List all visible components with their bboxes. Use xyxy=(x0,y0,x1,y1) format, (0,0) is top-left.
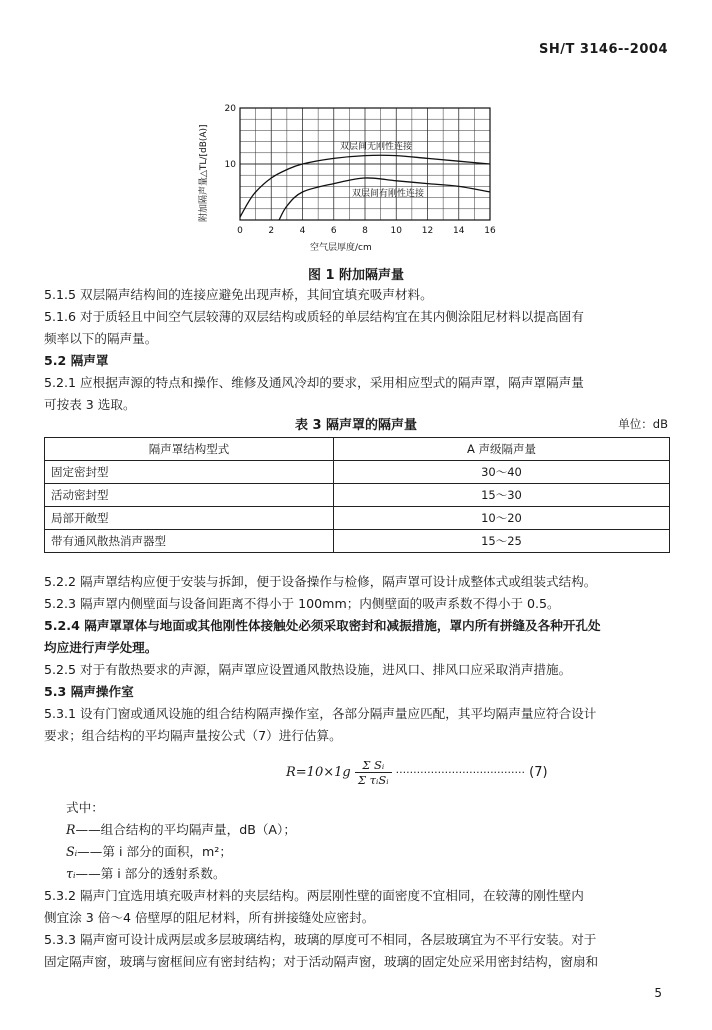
definition-S xyxy=(66,841,666,863)
table-cell: 15～30 xyxy=(334,484,670,507)
definition-dash: —— xyxy=(77,844,103,859)
definition-R-text: 组合结构的平均隔声量，dB（A）； xyxy=(100,822,296,837)
para-5-2-4-line2: 均应进行声学处理。 xyxy=(44,640,158,655)
symbol-R: R xyxy=(66,822,76,837)
para-5-3-1-line1: 5.3.1 设有门窗或通风设施的组合结构隔声操作室，各部分隔声量应匹配，其平均隔声量应符合设计 xyxy=(44,706,597,721)
table-header-cell: 隔声罩结构型式 xyxy=(45,438,334,461)
formula-denominator: Σ τᵢSᵢ xyxy=(357,773,389,787)
para-5-2-2: 5.2.2 隔声罩结构应便于安装与拆卸，便于设备操作与检修，隔声罩可设计成整体式或组装式结构。 xyxy=(44,574,597,589)
formula-fraction xyxy=(355,758,392,787)
figure-1-chart xyxy=(190,100,510,252)
table-header-row xyxy=(45,438,670,461)
definition-dash: —— xyxy=(75,822,101,837)
formula-leader-dots: ····································· xyxy=(395,766,526,779)
table-cell: 15～25 xyxy=(334,530,670,553)
table-cell: 带有通风散热消声器型 xyxy=(45,530,334,553)
table-header-cell: A 声级隔声量 xyxy=(334,438,670,461)
x-tick-label: 4 xyxy=(299,226,306,236)
document-code: SH/T 3146--2004 xyxy=(538,42,668,57)
x-axis-label: 空气层厚度/cm xyxy=(310,243,372,252)
formula-where: 式中： xyxy=(66,800,104,815)
figure-caption: 图 1 附加隔声量 xyxy=(307,268,405,283)
curve-upper-label: 双层间无刚性连接 xyxy=(340,142,413,152)
definition-S-text: 第 i 部分的面积，m²； xyxy=(102,844,232,859)
formula-lhs: R=10×1g xyxy=(286,765,351,780)
definition-tau-text: 第 i 部分的透射系数。 xyxy=(100,866,226,881)
para-5-1-5: 5.1.5 双层隔声结构间的连接应避免出现声桥，其间宜填充吸声材料。 xyxy=(44,287,433,302)
symbol-S: Sᵢ xyxy=(66,844,78,859)
para-5-3-3-line2: 固定隔声窗，玻璃与窗框间应有密封结构；对于活动隔声窗，玻璃的固定处应采用密封结构，窗扇和 xyxy=(44,954,599,969)
table-cell: 局部开敞型 xyxy=(45,507,334,530)
x-tick-label: 6 xyxy=(330,226,337,236)
table-cell: 活动密封型 xyxy=(45,484,334,507)
formula-numerator: Σ Sᵢ xyxy=(355,758,392,773)
y-tick-label: 20 xyxy=(224,104,236,114)
x-tick-label: 0 xyxy=(237,226,243,236)
para-5-2-3: 5.2.3 隔声罩内侧壁面与设备间距离不得小于 100mm；内侧壁面的吸声系数不得小于 0.5。 xyxy=(44,596,560,611)
table-row xyxy=(45,530,670,553)
table-cell: 固定密封型 xyxy=(45,461,334,484)
table-3 xyxy=(44,437,670,553)
table-row xyxy=(45,484,670,507)
table-3-unit: 单位：dB xyxy=(618,417,668,431)
section-5-2-heading: 5.2 隔声罩 xyxy=(44,353,109,368)
definition-dash: —— xyxy=(75,866,101,881)
para-5-3-1-line2: 要求；组合结构的平均隔声量按公式（7）进行估算。 xyxy=(44,728,342,743)
table-cell: 10～20 xyxy=(334,507,670,530)
x-tick-label: 2 xyxy=(268,226,275,236)
x-tick-label: 14 xyxy=(453,226,465,236)
formula-number: (7) xyxy=(529,765,548,780)
para-5-2-1-line2: 可按表 3 选取。 xyxy=(44,397,136,412)
para-5-1-6-line2: 频率以下的隔声量。 xyxy=(44,331,158,346)
formula-7 xyxy=(286,758,548,787)
table-row xyxy=(45,507,670,530)
table-row xyxy=(45,461,670,484)
x-tick-label: 16 xyxy=(484,226,496,236)
section-5-3-heading: 5.3 隔声操作室 xyxy=(44,684,134,699)
para-5-3-2-line1: 5.3.2 隔声门宜选用填充吸声材料的夹层结构。两层刚性壁的面密度不宜相同，在较薄的刚性壁内 xyxy=(44,888,584,903)
symbol-tau: τᵢ xyxy=(66,866,76,881)
y-tick-label: 10 xyxy=(224,160,236,170)
para-5-3-3-line1: 5.3.3 隔声窗可设计成两层或多层玻璃结构，玻璃的厚度可不相同，各层玻璃宜为不平行安装。对于 xyxy=(44,932,597,947)
para-5-3-2-line2: 侧宜涂 3 倍～4 倍壁厚的阻尼材料，所有拼接缝处应密封。 xyxy=(44,910,375,925)
table-cell: 30～40 xyxy=(334,461,670,484)
para-5-2-5: 5.2.5 对于有散热要求的声源，隔声罩应设置通风散热设施，进风口、排风口应采取消声措施。 xyxy=(44,662,572,677)
x-tick-label: 12 xyxy=(421,226,434,236)
x-tick-label: 8 xyxy=(362,226,368,236)
definition-R xyxy=(66,819,666,841)
para-5-2-1-line1: 5.2.1 应根据声源的特点和操作、维修及通风冷却的要求，采用相应型式的隔声罩，隔声罩隔声量 xyxy=(44,375,584,390)
table-3-title: 表 3 隔声罩的隔声量 xyxy=(294,418,418,433)
curve-lower-label: 双层间有刚性连接 xyxy=(352,189,425,199)
para-5-2-4-line1: 5.2.4 隔声罩罩体与地面或其他刚性体接触处必须采取密封和减振措施，罩内所有拼缝及各种开孔处 xyxy=(44,618,601,633)
x-tick-label: 10 xyxy=(390,226,402,236)
page-number: 5 xyxy=(654,986,662,1000)
para-5-1-6-line1: 5.1.6 对于质轻且中间空气层较薄的双层结构或质轻的单层结构宜在其内侧涂阻尼材料以提高固有 xyxy=(44,309,584,324)
y-axis-label: 附加隔声量△TL/[dB(A)] xyxy=(199,124,209,222)
definition-tau xyxy=(66,863,666,885)
